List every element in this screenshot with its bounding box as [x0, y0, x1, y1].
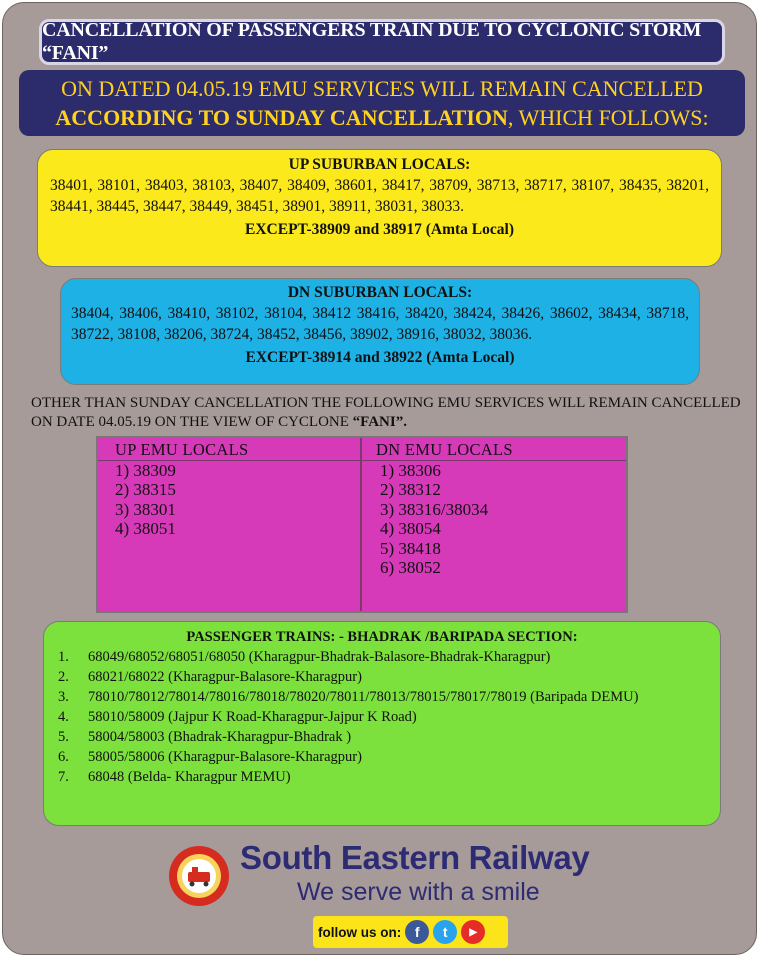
other-cancellation-text — [31, 394, 741, 432]
list-item: 1) 38306 — [380, 460, 441, 480]
up-emu-heading: UP EMU LOCALS — [98, 440, 360, 461]
dated-line-2 — [19, 103, 745, 132]
list-item: 3) 38301 — [115, 499, 176, 519]
list-item — [58, 707, 706, 727]
list-item: 5) 38418 — [380, 538, 441, 558]
up-suburban-box — [37, 149, 722, 267]
list-item: 3) 38316/38034 — [380, 499, 489, 519]
item-text: 58010/58009 (Jajpur K Road-Kharagpur-Jajpur K Road) — [88, 709, 417, 725]
item-text: 58004/58003 (Bhadrak-Kharagpur-Bhadrak ) — [88, 729, 352, 745]
list-item — [58, 667, 706, 687]
list-item: 1) 38309 — [115, 460, 176, 480]
title-text: CANCELLATION OF PASSENGERS TRAIN DUE TO CYCLONIC STORM “FANI” — [42, 19, 702, 64]
slogan: We serve with a smile — [297, 878, 540, 906]
item-number: 4. — [58, 709, 69, 725]
page-title — [39, 19, 725, 65]
list-item: 4) 38051 — [115, 519, 176, 538]
up-suburban-numbers: 38401, 38101, 38403, 38103, 38407, 38409, 38601, 38417, 38709, 38713, 38717, 38107, 38435, 38201, 38441, 38445, 38447, 38449, 38451, 38901, 38911, 38031, 38033. — [50, 177, 709, 215]
dn-suburban-numbers: 38404, 38406, 38410, 38102, 38104, 38412 38416, 38420, 38424, 38426, 38602, 38434, 38718, 38722, 38108, 38206, 38724, 38452, 38456, 38902, 38916, 38032, 38036. — [71, 305, 689, 343]
item-number: 5. — [58, 729, 69, 745]
list-item: 4) 38054 — [380, 519, 441, 538]
item-number: 7. — [58, 769, 69, 785]
dn-suburban-heading: DN SUBURBAN LOCALS: — [287, 284, 473, 301]
dated-highlight: ACCORDING TO SUNDAY CANCELLATION — [55, 105, 508, 130]
emu-locals-table — [96, 436, 628, 613]
item-text: 68048 (Belda- Kharagpur MEMU) — [88, 769, 291, 785]
list-item — [58, 767, 706, 787]
poster — [2, 2, 757, 955]
list-item: 2) 38312 — [380, 480, 441, 499]
list-item: 2) 38315 — [115, 480, 176, 499]
youtube-icon[interactable]: ▶ — [461, 920, 485, 944]
dn-suburban-except: EXCEPT-38914 and 38922 (Amta Local) — [245, 349, 515, 366]
indian-railways-logo-icon — [168, 845, 230, 907]
list-item: 6) 38052 — [380, 558, 441, 577]
item-number: 3. — [58, 689, 69, 705]
dated-notice — [19, 70, 745, 136]
list-item — [58, 647, 706, 667]
dn-suburban-box — [60, 278, 700, 385]
up-emu-column — [98, 438, 362, 611]
list-item — [58, 687, 706, 707]
item-text: 68049/68052/68051/68050 (Kharagpur-Bhadrak-Balasore-Bhadrak-Kharagpur) — [88, 649, 551, 665]
facebook-icon[interactable]: f — [405, 920, 429, 944]
up-suburban-except: EXCEPT-38909 and 38917 (Amta Local) — [245, 221, 514, 238]
other-text-part2: “FANI”. — [352, 414, 407, 430]
other-text-part1: OTHER THAN SUNDAY CANCELLATION THE FOLLOWING EMU SERVICES WILL REMAIN CANCELLED ON DATE 04.05.19 ON THE VIEW OF CYCLONE — [31, 395, 741, 430]
brand-name: South Eastern Railway — [240, 839, 590, 876]
dated-rest: , WHICH FOLLOWS: — [507, 105, 709, 130]
dated-line-1: ON DATED 04.05.19 EMU SERVICES WILL REMAIN CANCELLED — [61, 76, 703, 101]
passenger-trains-box — [43, 621, 721, 826]
dn-emu-heading: DN EMU LOCALS — [362, 440, 626, 461]
item-number: 6. — [58, 749, 69, 765]
item-text: 68021/68022 (Kharagpur-Balasore-Kharagpur) — [88, 669, 362, 685]
item-text: 58005/58006 (Kharagpur-Balasore-Kharagpur) — [88, 749, 362, 765]
item-number: 2. — [58, 669, 69, 685]
passenger-heading: PASSENGER TRAINS: - BHADRAK /BARIPADA SECTION: — [186, 629, 578, 645]
follow-label: follow us on: — [318, 924, 402, 940]
twitter-icon[interactable]: t — [433, 920, 457, 944]
passenger-list — [58, 647, 706, 787]
dn-emu-column — [362, 438, 626, 611]
up-suburban-heading: UP SUBURBAN LOCALS: — [288, 156, 471, 173]
list-item — [58, 727, 706, 747]
item-number: 1. — [58, 649, 69, 665]
item-text: 78010/78012/78014/78016/78018/78020/78011/78013/78015/78017/78019 (Baripada DEMU) — [88, 689, 639, 705]
follow-us-bar — [313, 916, 508, 948]
list-item — [58, 747, 706, 767]
